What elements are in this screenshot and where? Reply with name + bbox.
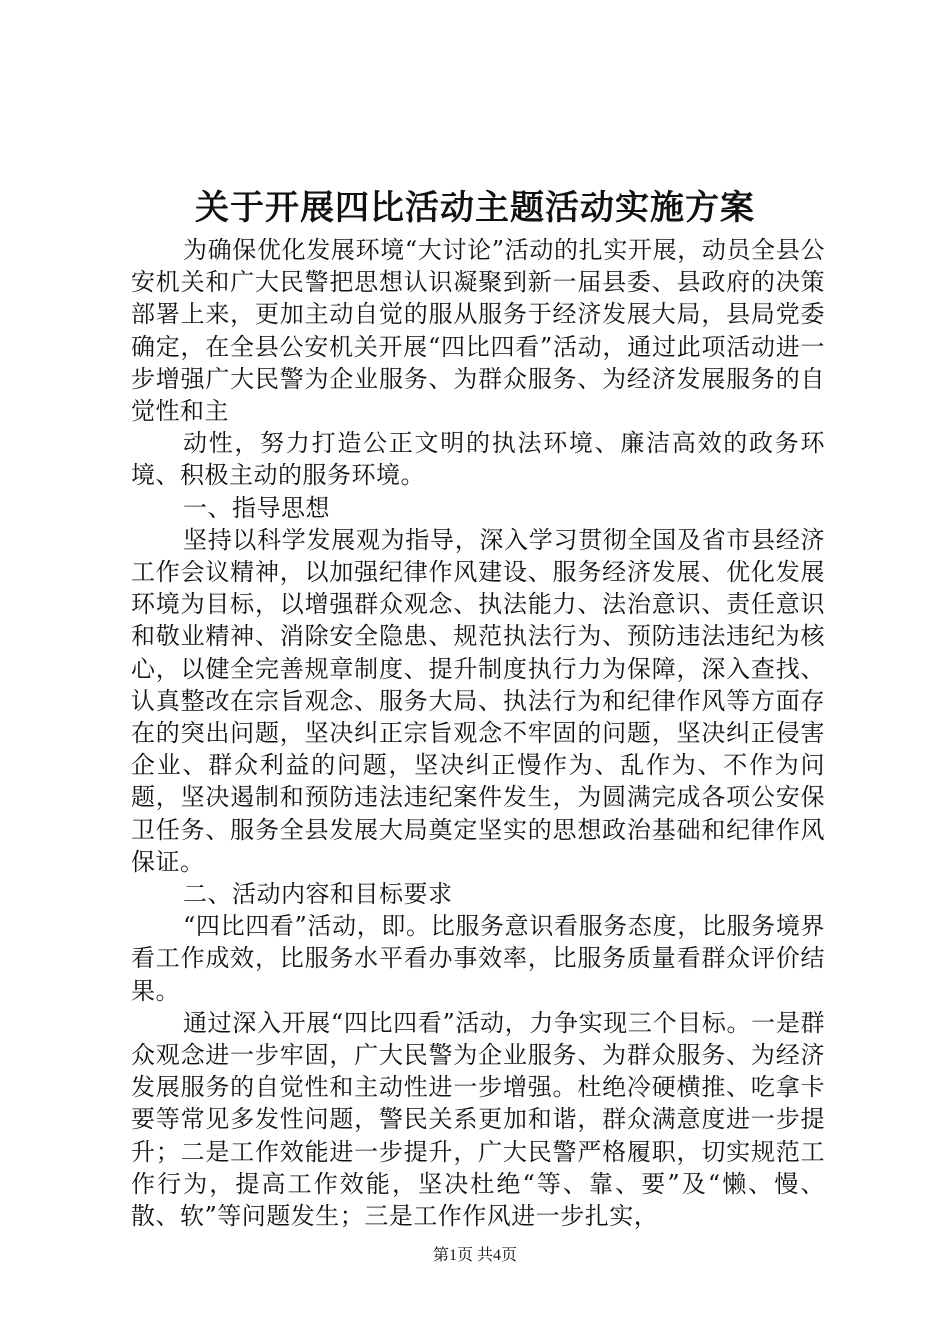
page-number-footer: 第1页 共4页 (432, 1247, 517, 1264)
intro-paragraph-continued: 动性，努力打造公正文明的执法环境、廉洁高效的政务环境、积极主动的服务环境。 (131, 429, 825, 490)
section-heading-content-and-goals: 二、活动内容和目标要求 (183, 880, 453, 909)
intro-paragraph: 为确保优化发展环境“大讨论”活动的扎实开展，动员全县公安机关和广大民警把思想认识凝聚到新一届县委、县政府的决策部署上来，更加主动自觉的服从服务于经济发展大局，县局党委确定，在全县公安机关开展“四比四看”活动，通过此项活动进一步增强广大民警为企业服务、为群众服务、为经济发展服务的自觉性和主 (131, 236, 825, 426)
goals-paragraph: 通过深入开展“四比四看”活动，力争实现三个目标。一是群众观念进一步牢固，广大民警为企业服务、为群众服务、为经济发展服务的自觉性和主动性进一步增强。杜绝冷硬横推、吃拿卡要等常见多发性问题，警民关系更加和谐，群众满意度进一步提升；二是工作效能进一步提升，广大民警严格履职，切实规范工作行为，提高工作效能，坚决杜绝“等、靠、要”及“懒、慢、散、软”等问题发生；三是工作作风进一步扎实， (131, 1008, 825, 1231)
document-body (131, 234, 825, 1232)
four-comparisons-paragraph: “四比四看”活动，即。比服务意识看服务态度，比服务境界看工作成效，比服务水平看办事效率，比服务质量看群众评价结果。 (131, 912, 825, 1005)
document-title: 关于开展四比活动主题活动实施方案 (195, 188, 755, 228)
section-heading-guiding-ideology: 一、指导思想 (183, 493, 330, 522)
guiding-ideology-paragraph: 坚持以科学发展观为指导，深入学习贯彻全国及省市县经济工作会议精神，以加强纪律作风建设、服务经济发展、优化发展环境为目标，以增强群众观念、执法能力、法治意识、责任意识和敬业精神、消除安全隐患、规范执法行为、预防违法违纪为核心，以健全完善规章制度、提升制度执行力为保障，深入查找、认真整改在宗旨观念、服务大局、执法行为和纪律作风等方面存在的突出问题，坚决纠正宗旨观念不牢固的问题，坚决纠正侵害企业、群众利益的问题，坚决纠正慢作为、乱作为、不作为问题，坚决遏制和预防违法违纪案件发生，为圆满完成各项公安保卫任务、服务全县发展大局奠定坚实的思想政治基础和纪律作风保证。 (131, 525, 825, 876)
